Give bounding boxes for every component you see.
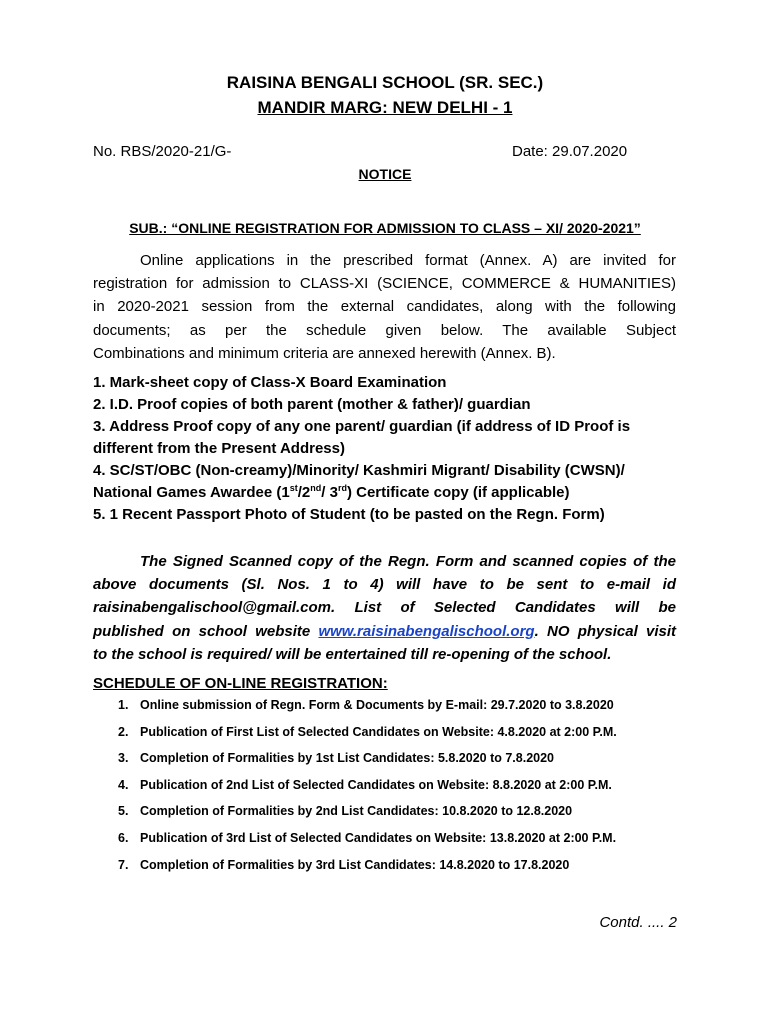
instructions-paragraph bbox=[93, 550, 676, 666]
school-address: MANDIR MARG: NEW DELHI - 1 bbox=[257, 98, 513, 117]
intro-line: documents; as per the schedule given below. The available Subject bbox=[93, 321, 676, 339]
schedule-item bbox=[118, 803, 617, 830]
doc-text: / 3 bbox=[321, 484, 338, 501]
notice-title: NOTICE bbox=[358, 166, 412, 182]
instruction-line: The Signed Scanned copy of the Regn. Form and scanned copies of the bbox=[140, 553, 676, 570]
school-name: RAISINA BENGALI SCHOOL (SR. SEC.) bbox=[226, 73, 544, 92]
schedule-item bbox=[118, 750, 617, 777]
subject-line: SUB.: “ONLINE REGISTRATION FOR ADMISSION TO CLASS – XI/ 2020-2021” bbox=[129, 220, 641, 236]
schedule-item bbox=[118, 697, 617, 724]
intro-line: registration for admission to CLASS-XI (SCIENCE, COMMERCE & HUMANITIES) bbox=[93, 275, 676, 293]
instruction-line: above documents (Sl. Nos. 1 to 4) will have to be sent to e-mail id bbox=[93, 576, 676, 594]
intro-line: Combinations and minimum criteria are annexed herewith (Annex. B). bbox=[93, 344, 556, 362]
ordinal-suffix: rd bbox=[337, 483, 347, 493]
item-number: 3. bbox=[118, 751, 129, 766]
intro-paragraph bbox=[93, 249, 676, 365]
item-number: 2. bbox=[118, 724, 129, 739]
instruction-line bbox=[93, 620, 676, 643]
document-item: 3. Address Proof copy of any one parent/ guardian (if address of ID Proof is bbox=[93, 418, 631, 435]
instruction-line: raisinabengalischool@gmail.com. List of Selected Candidates will be bbox=[93, 599, 676, 617]
doc-text: /2 bbox=[297, 484, 311, 501]
continued-marker: Contd. .... 2 bbox=[599, 914, 677, 931]
item-text: Publication of 2nd List of Selected Candidates on Website: 8.8.2020 at 2:00 P.M. bbox=[140, 777, 612, 792]
document-item: 5. 1 Recent Passport Photo of Student (to be pasted on the Regn. Form) bbox=[93, 506, 605, 523]
item-number: 1. bbox=[118, 698, 129, 712]
ordinal-suffix: nd bbox=[310, 483, 322, 493]
schedule-list bbox=[118, 697, 617, 883]
reference-number: No. RBS/2020-21/G- bbox=[93, 143, 232, 160]
documents-list bbox=[93, 372, 676, 526]
item-number: 5. bbox=[118, 804, 129, 819]
schedule-item bbox=[118, 857, 617, 884]
instruction-text: published on school website bbox=[93, 622, 319, 640]
instruction-text: . NO physical visit bbox=[534, 622, 676, 640]
schedule-item bbox=[118, 830, 617, 857]
intro-line: Online applications in the prescribed format (Annex. A) are invited for bbox=[140, 252, 676, 269]
item-text: Publication of First List of Selected Candidates on Website: 4.8.2020 at 2:00 P.M. bbox=[140, 724, 617, 739]
item-number: 7. bbox=[118, 857, 129, 872]
item-text: Publication of 3rd List of Selected Candidates on Website: 13.8.2020 at 2:00 P.M. bbox=[140, 830, 617, 845]
school-website-link[interactable]: www.raisinabengalischool.org bbox=[318, 622, 535, 640]
schedule-heading: SCHEDULE OF ON-LINE REGISTRATION: bbox=[93, 675, 388, 692]
notice-date: Date: 29.07.2020 bbox=[512, 143, 628, 160]
item-text: Completion of Formalities by 1st List Candidates: 5.8.2020 to 7.8.2020 bbox=[140, 751, 555, 766]
doc-text: ) Certificate copy (if applicable) bbox=[346, 484, 570, 501]
schedule-item bbox=[118, 724, 617, 751]
document-item-continued bbox=[93, 482, 676, 504]
ordinal-suffix: st bbox=[289, 483, 298, 493]
doc-text: National Games Awardee (1 bbox=[93, 484, 290, 501]
item-text: Completion of Formalities by 2nd List Candidates: 10.8.2020 to 12.8.2020 bbox=[140, 804, 573, 819]
document-item: 2. I.D. Proof copies of both parent (mother & father)/ guardian bbox=[93, 396, 531, 413]
item-text: Completion of Formalities by 3rd List Candidates: 14.8.2020 to 17.8.2020 bbox=[140, 857, 570, 872]
item-text: Online submission of Regn. Form & Documents by E-mail: 29.7.2020 to 3.8.2020 bbox=[140, 698, 614, 712]
intro-line: in 2020-2021 session from the external candidates, along with the following bbox=[93, 298, 676, 316]
document-item-continued: different from the Present Address) bbox=[93, 440, 345, 457]
item-number: 6. bbox=[118, 830, 129, 845]
instruction-line: to the school is required/ will be entertained till re-opening of the school. bbox=[93, 645, 612, 663]
schedule-item bbox=[118, 777, 617, 804]
document-item: 1. Mark-sheet copy of Class-X Board Examination bbox=[93, 374, 447, 391]
item-number: 4. bbox=[118, 777, 129, 792]
document-item: 4. SC/ST/OBC (Non-creamy)/Minority/ Kashmiri Migrant/ Disability (CWSN)/ bbox=[93, 462, 625, 479]
